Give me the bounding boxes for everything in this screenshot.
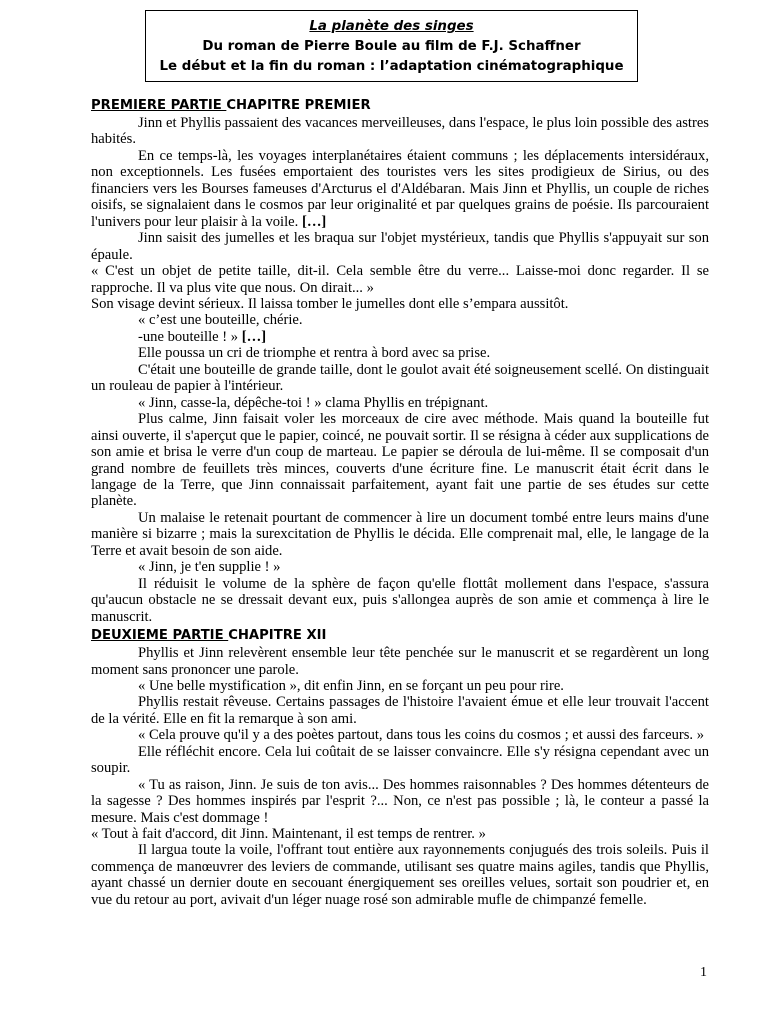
document-title: La planète des singes	[309, 19, 474, 34]
document-subtitle: Du roman de Pierre Boule au film de F.J. Schaffner	[202, 39, 581, 54]
chapter-label: CHAPITRE XII	[228, 628, 327, 644]
paragraph: « Tout à fait d'accord, dit Jinn. Maintenant, il est temps de rentrer. »	[91, 826, 486, 843]
ellipsis-marker: […]	[301, 213, 327, 230]
paragraph: Elle réfléchit encore. Cela lui coûtait de se laisser convaincre. Elle s'y résigna cependant avec un soupir.	[91, 743, 709, 777]
section-heading-part-1	[91, 97, 709, 114]
paragraph: Jinn et Phyllis passaient des vacances merveilleuses, dans l'espace, le plus loin possible des astres habités.	[91, 115, 709, 148]
paragraph-text: -une bouteille ! »	[138, 328, 239, 345]
paragraph: Son visage devint sérieux. Il laissa tomber le jumelles dont elle s’empara aussitôt.	[91, 295, 569, 312]
part-label: DEUXIEME PARTIE	[91, 628, 229, 644]
chapter-label: CHAPITRE PREMIER	[226, 98, 371, 113]
section-heading-part-2	[91, 627, 709, 644]
paragraph: « Une belle mystification », dit enfin Jinn, en se forçant un peu pour rire.	[138, 677, 564, 694]
paragraph: Phyllis restait rêveuse. Certains passages de l'histoire l'avaient émue et elle leur trouvait l'accent de la vérité. Elle en fit la remarque à son ami.	[91, 694, 709, 727]
part-label: PREMIERE PARTIE	[91, 98, 227, 113]
paragraph: « Cela prouve qu'il y a des poètes partout, dans tous les coins du cosmos ; et aussi des farceurs. »	[138, 727, 704, 744]
paragraph: Un malaise le retenait pourtant de commencer à lire un document tombé entre leurs mains d'une manière si bizarre ; mais la surexcitation de Phyllis le décida. Elle comprenait mal, elle, le langage de la Terre et avait besoin de son aide.	[91, 509, 709, 559]
paragraph: C'était une bouteille de grande taille, dont le goulot avait été soigneusement scellé. On distinguait un rouleau de papier à l'intérieur.	[91, 361, 709, 395]
paragraph: Il largua toute la voile, l'offrant tout entière aux rayonnements conjugués des trois soleils. Puis il commença de manœuvrer des leviers de commande, utilisant ses quatre mains agiles, tandis que Phyllis, ayant chassé un dernier doute en secouant énergiquement ses oreilles velues, sortait son poudrier et, en vue du retour au port, avivait d'un léger nuage rosé son admirable mufle de chimpanzé femelle.	[91, 842, 709, 908]
paragraph-text: En ce temps-là, les voyages interplanétaires étaient communs ; les déplacements intersidéraux, non exceptionnels. Les fusées emportaient des touristes vers les sites prodigieux de Sirius, ou des financiers vers les Bourses fameuses d'Arcturus el d'Aldébaran. Mais Jinn et Phyllis, un couple de riches oisifs, se signalaient dans le cosmos par leur originalité et par quelques grains de poésie. Ils parcouraient l'univers pour leur plaisir à la voile.	[91, 147, 709, 230]
paragraph	[91, 148, 709, 230]
document-subtitle-2: Le début et la fin du roman : l’adaptation cinématographique	[159, 59, 624, 74]
paragraph: Jinn saisit des jumelles et les braqua sur l'objet mystérieux, tandis que Phyllis s'appuyait sur son épaule.	[91, 230, 709, 263]
paragraph	[91, 329, 709, 345]
paragraph: « Jinn, casse-la, dépêche-toi ! » clama Phyllis en trépignant.	[138, 394, 489, 411]
ellipsis-marker: […]	[241, 328, 267, 345]
paragraph: Phyllis et Jinn relevèrent ensemble leur tête penchée sur le manuscrit et se regardèrent un long moment sans prononcer une parole.	[91, 645, 709, 678]
paragraph: Elle poussa un cri de triomphe et rentra à bord avec sa prise.	[138, 345, 491, 362]
paragraph: Il réduisit le volume de la sphère de façon qu'elle flottât mollement dans l'espace, s'assura qu'aucun obstacle ne se dressait devant eux, puis s'allongea auprès de son amie et commença à lire le manuscrit.	[91, 575, 709, 625]
title-box	[145, 10, 638, 82]
paragraph: « Tu as raison, Jinn. Je suis de ton avis... Des hommes raisonnables ? Des hommes détenteurs de la sagesse ? Des hommes inspirés par l'esprit ?... Non, ce n'est pas possible ; là, le conteur a passé la mesure. Mais c'est dommage !	[91, 776, 709, 826]
paragraph: « Jinn, je t'en supplie ! »	[138, 559, 281, 576]
page-number: 1	[700, 965, 707, 980]
paragraph: Plus calme, Jinn faisait voler les morceaux de cire avec méthode. Mais quand la bouteille fut ainsi ouverte, il s'aperçut que le papier, coincé, ne pouvait sortir. Il se résigna à céder aux supplications de son amie et brisa le verre d'un coup de marteau. Le papier se déroula de lui-même. Il se composait d'un grand nombre de feuillets très minces, couverts d'une écriture fine. Le manuscrit était écrit dans le langage de la Terre, que Jinn connaissait parfaitement, ayant fait une partie de ses études sur cette planète.	[91, 411, 709, 510]
document-body	[91, 97, 709, 908]
paragraph: « c’est une bouteille, chérie.	[138, 312, 303, 329]
paragraph: « C'est un objet de petite taille, dit-il. Cela semble être du verre... Laisse-moi donc regarder. Il se rapproche. Il va plus vite que nous. On dirait... »	[91, 263, 709, 296]
